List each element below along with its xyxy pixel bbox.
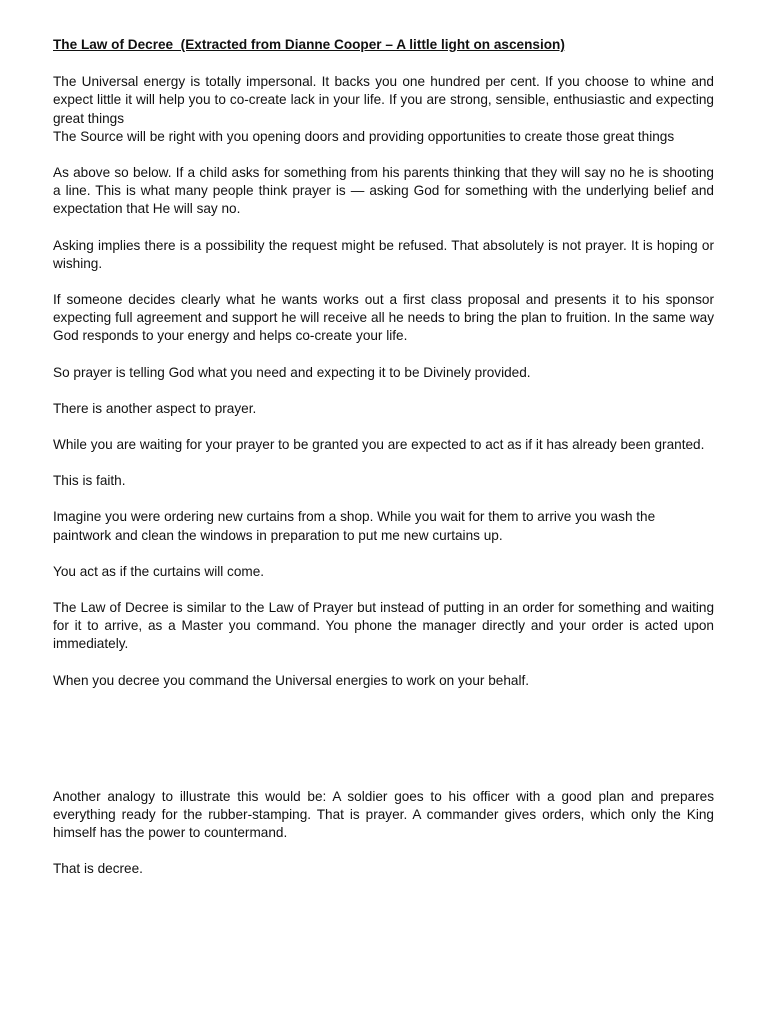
document-page bbox=[53, 36, 714, 897]
paragraph-act-as-if: While you are waiting for your prayer to be granted you are expected to act as if it has already been granted. bbox=[53, 437, 705, 453]
paragraph-soldier-analogy: Another analogy to illustrate this would be: A soldier goes to his officer with a good plan and prepares everything ready for the rubber-stamping. That is prayer. A commander gives orders, which only the King himself has the power to countermand. bbox=[53, 788, 714, 841]
paragraph-asking-implies: Asking implies there is a possibility the request might be refused. That absolutely is not prayer. It is hoping or wishing. bbox=[53, 237, 714, 271]
paragraph-another-aspect: There is another aspect to prayer. bbox=[53, 400, 257, 416]
paragraph-as-above-so-below: As above so below. If a child asks for something from his parents thinking that they will say no he is shooting a line. This is what many people think prayer is — asking God for something with the underlying belief and expectation that He will say no. bbox=[53, 165, 714, 217]
paragraph-universal-energy bbox=[53, 73, 714, 146]
paragraph-curtains-example: Imagine you were ordering new curtains from a shop. While you wait for them to arrive you wash the paintwork and clean the windows in preparation to put me new curtains up. bbox=[53, 509, 656, 543]
paragraph-line: The Source will be right with you opening doors and providing opportunities to create those great things bbox=[53, 128, 675, 144]
paragraph-line: The Universal energy is totally impersonal. It backs you one hundred per cent. If you choose to whine and expect little it will help you to co-create lack in your life. If you are strong, sensible, enthusiastic and expecting great things bbox=[53, 74, 714, 126]
document-title: The Law of Decree (Extracted from Dianne Cooper – A little light on ascension) bbox=[53, 37, 565, 52]
paragraph-curtains-will-come: You act as if the curtains will come. bbox=[53, 563, 265, 579]
paragraph-this-is-faith: This is faith. bbox=[53, 473, 126, 489]
paragraph-law-of-decree: The Law of Decree is similar to the Law of Prayer but instead of putting in an order for something and waiting for it to arrive, as a Master you command. You phone the manager directly and your order is acted upon immediately. bbox=[53, 600, 714, 652]
paragraph-prayer-definition: So prayer is telling God what you need and expecting it to be Divinely provided. bbox=[53, 364, 531, 380]
blank-space bbox=[53, 708, 714, 788]
paragraph-sponsor-proposal: If someone decides clearly what he wants works out a first class proposal and presents it to his sponsor expecting full agreement and support he will receive all he needs to bring the plan to fruition. In the same way God responds to your energy and helps co-create your life. bbox=[53, 292, 714, 344]
paragraph-when-you-decree: When you decree you command the Universal energies to work on your behalf. bbox=[53, 672, 530, 688]
paragraph-that-is-decree: That is decree. bbox=[53, 861, 143, 877]
